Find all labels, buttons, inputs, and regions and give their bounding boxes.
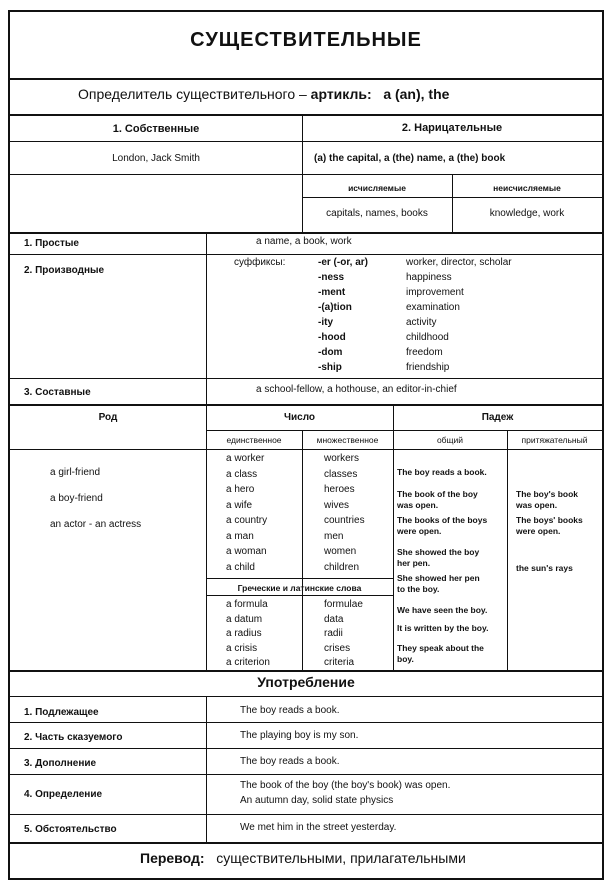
divider [507, 430, 508, 670]
case-common-line: She showed the boy [397, 547, 480, 557]
case-common-line: boy. [397, 654, 414, 664]
plural-item: countries [324, 515, 365, 526]
plural-item: wives [324, 499, 350, 511]
derived-word-item: friendship [406, 362, 450, 373]
plural-item: women [324, 546, 357, 557]
divider [10, 404, 602, 406]
usage-example-subject: The boy reads a book. [240, 705, 340, 716]
divider [206, 696, 207, 842]
usage-label-predicate: 2. Часть сказуемого [24, 732, 123, 743]
divider [452, 174, 453, 232]
suffix-item: -ment [318, 287, 346, 298]
article-word: артикль: [310, 86, 372, 102]
common-example: (a) the capital, a (the) name, a (the) book [314, 153, 506, 164]
suffix-item: -er (-or, ar) [318, 257, 369, 268]
case-common-line: to the boy. [397, 584, 440, 594]
divider [10, 232, 602, 234]
compound-label: 3. Составные [24, 387, 91, 398]
greek-singular-item: a criterion [226, 657, 270, 668]
usage-example-predicate: The playing boy is my son. [240, 730, 359, 741]
suffix-item: -(a)tion [318, 302, 352, 313]
divider [10, 449, 602, 450]
plural-header: множественное [316, 435, 379, 445]
gender-item: a girl-friend [50, 467, 101, 478]
divider [10, 78, 602, 80]
greek-header: Греческие и латинские слова [237, 583, 362, 593]
case-possessive-line: The boy's book [516, 489, 578, 499]
plural-item: heroes [324, 484, 355, 495]
greek-plural-item: data [324, 613, 344, 625]
derived-word-item: examination [406, 302, 460, 313]
translation-label: Перевод: [140, 850, 205, 866]
suffix-item: -dom [318, 347, 343, 358]
usage-label-subject: 1. Подлежащее [24, 707, 99, 718]
page-title: СУЩЕСТВИТЕЛЬНЫЕ [190, 29, 422, 51]
derived-label: 2. Производные [24, 265, 105, 276]
usage-example-attribute: The book of the boy (the boy's book) was open. [240, 780, 451, 791]
usage-label-attribute: 4. Определение [24, 789, 103, 800]
proper-header: 1. Собственные [112, 123, 200, 135]
singular-item: a man [226, 530, 254, 542]
divider [10, 842, 602, 844]
singular-item: a child [226, 561, 255, 573]
divider [10, 174, 602, 175]
derived-word-item: activity [406, 317, 437, 328]
case-common-line: The books of the boys [397, 515, 488, 525]
derived-word-item: worker, director, scholar [406, 257, 512, 268]
case-common-line: The boy reads a book. [397, 467, 487, 477]
gender-header: Род [98, 412, 118, 423]
singular-item: a woman [226, 546, 267, 557]
determiner-row [78, 88, 449, 101]
countable-header: исчисляемые [348, 183, 406, 193]
divider [302, 197, 602, 198]
suffix-item: -ship [318, 362, 342, 373]
common-header: 2. Нарицательные [401, 122, 503, 134]
divider [10, 141, 602, 142]
case-common-line: The book of the boy [397, 489, 478, 499]
singular-item: a country [226, 515, 268, 526]
simple-label: 1. Простые [24, 238, 79, 249]
case-possessive-line: was open. [516, 500, 558, 510]
divider [10, 114, 602, 116]
greek-singular-item: a radius [226, 628, 262, 639]
case-common-line: her pen. [397, 558, 431, 568]
greek-singular-item: a formula [226, 599, 268, 610]
divider [10, 814, 602, 815]
suffix-item: -hood [318, 332, 346, 343]
greek-plural-item: radii [324, 628, 343, 639]
articles: a (an), the [383, 86, 450, 102]
usage-example-adverbial: We met him in the street yesterday. [240, 822, 397, 833]
case-common-line: We have seen the boy. [397, 605, 488, 615]
number-header: Число [283, 412, 316, 423]
proper-example: London, Jack Smith [112, 153, 200, 164]
suffix-label: суффиксы: [234, 257, 286, 268]
divider [10, 748, 602, 749]
singular-item: a wife [226, 499, 253, 511]
simple-example: a name, a book, work [256, 236, 352, 247]
case-common-header: общий [436, 435, 464, 445]
derived-word-item: childhood [406, 332, 449, 343]
translation-text: существительными, прилагательными [216, 850, 466, 866]
derived-word-item: improvement [406, 287, 464, 298]
case-possessive-header: притяжательный [521, 435, 588, 445]
case-possessive-line: were open. [516, 526, 561, 536]
translation-row [140, 852, 466, 865]
plural-item: workers [324, 453, 360, 464]
usage-label-object: 3. Дополнение [24, 758, 97, 769]
plural-item: classes [324, 468, 358, 480]
usage-label-adverbial: 5. Обстоятельство [24, 824, 117, 835]
greek-singular-item: a datum [226, 613, 263, 625]
usage-example-attribute-2: An autumn day, solid state physics [240, 795, 394, 806]
divider [206, 430, 602, 431]
greek-singular-item: a crisis [226, 642, 258, 654]
case-common-line: She showed her pen [397, 573, 480, 583]
singular-header: единственное [226, 435, 282, 445]
determiner-label: Определитель существительного – [78, 86, 307, 102]
case-header: Падеж [481, 412, 514, 423]
case-common-line: was open. [397, 500, 439, 510]
divider [206, 595, 393, 596]
divider [10, 254, 602, 255]
singular-item: a worker [226, 453, 265, 464]
greek-plural-item: crises [324, 642, 351, 654]
gender-item: an actor - an actress [50, 519, 142, 530]
gender-item: a boy-friend [50, 493, 103, 504]
divider [10, 696, 602, 697]
singular-item: a class [226, 468, 258, 480]
suffix-item: -ness [318, 272, 345, 283]
greek-plural-item: formulae [324, 599, 363, 610]
divider [10, 774, 602, 775]
divider [206, 578, 393, 579]
plural-item: children [324, 561, 360, 573]
singular-item: a hero [226, 484, 255, 495]
countable-example: capitals, names, books [326, 208, 428, 219]
suffix-item: -ity [318, 317, 333, 328]
uncountable-example: knowledge, work [489, 208, 565, 219]
usage-example-object: The boy reads a book. [240, 756, 340, 767]
case-possessive-line: The boys' books [516, 515, 583, 525]
noun-reference-table [8, 10, 604, 880]
divider [10, 670, 602, 672]
case-common-line: It is written by the boy. [397, 623, 489, 633]
usage-header: Употребление [257, 674, 355, 690]
greek-plural-item: criteria [324, 657, 355, 668]
case-common-line: They speak about the [397, 643, 484, 653]
derived-word-item: freedom [406, 347, 443, 358]
derived-word-item: happiness [406, 272, 452, 283]
case-possessive-line: the sun's rays [516, 563, 573, 573]
divider [10, 722, 602, 723]
divider [10, 378, 602, 379]
case-common-line: were open. [397, 526, 442, 536]
plural-item: men [324, 530, 344, 542]
divider [302, 430, 303, 670]
uncountable-header: неисчисляемые [493, 183, 561, 193]
compound-example: a school-fellow, a hothouse, an editor-in-chief [256, 384, 457, 395]
